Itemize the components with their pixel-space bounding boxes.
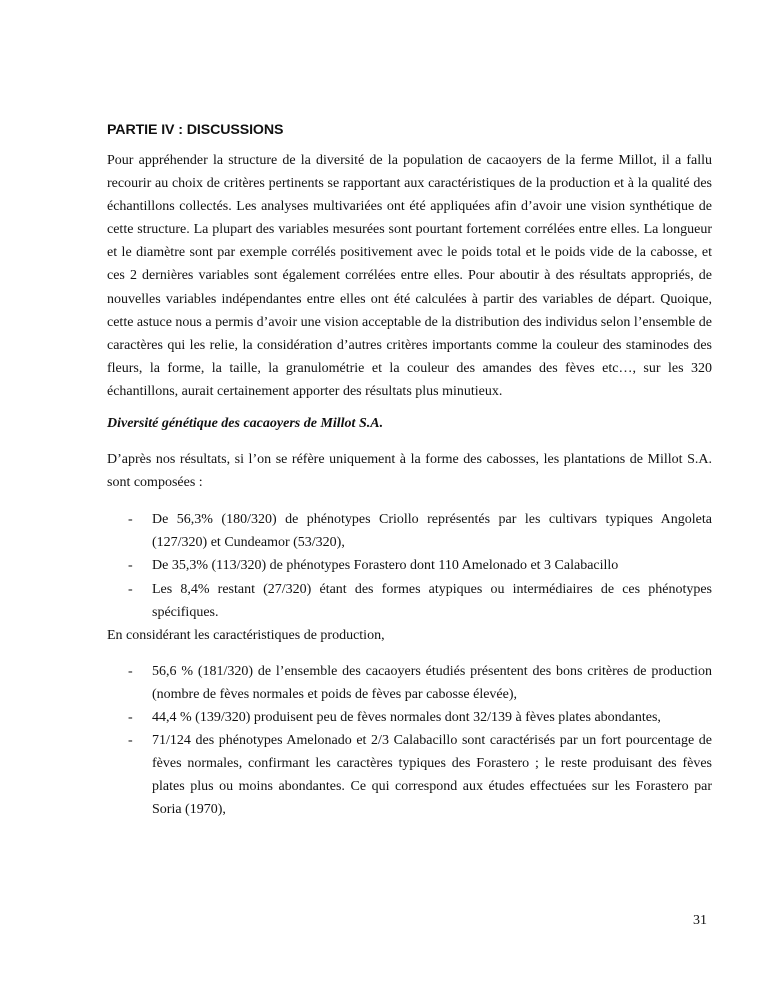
- list-item: [107, 508, 712, 554]
- intro-paragraph: Pour appréhender la structure de la diversité de la population de cacaoyers de la ferme Millot, il a fallu recourir au choix de critères pertinents se rapportant aux caractéristiques de la production et à la qualité des échantillons collectés. Les analyses multivariées ont été appliquées afin d’avoir une vision synthétique de cette structure. La plupart des variables mesurées sont pourtant fortement corrélées entre elles. La longueur et le diamètre sont par exemple corrélés positivement avec le poids total et le poids vide de la cabosse, et ces 2 dernières variables sont également corrélées entre elles. Pour aboutir à des résultats appropriés, de nouvelles variables indépendantes entre elles ont été calculées à partir des variables de départ. Quoique, cette astuce nous a permis d’avoir une vision acceptable de la distribution des individus selon l’ensemble de caractères qui les relie, la considération d’autres critères importants comme la couleur des staminodes des fleurs, la forme, la taille, la granulométrie et la couleur des amandes des fèves etc…, sur les 320 échantillons, aurait certainement apporter des résultats plus minutieux.: [107, 153, 712, 399]
- production-lead-paragraph: En considérant les caractéristiques de production,: [107, 627, 385, 643]
- composition-lead-paragraph: D’après nos résultats, si l’on se réfère uniquement à la forme des cabosses, les plantations de Millot S.A. sont composées :: [107, 452, 712, 491]
- section-heading: PARTIE IV : DISCUSSIONS: [107, 122, 284, 138]
- list-item-text: De 35,3% (113/320) de phénotypes Forastero dont 110 Amelonado et 3 Calabacillo: [152, 558, 619, 574]
- production-list: [107, 660, 712, 822]
- dash-bullet: -: [128, 581, 133, 597]
- list-item: [107, 660, 712, 706]
- subsection-title: Diversité génétique des cacaoyers de Millot S.A.: [107, 416, 384, 432]
- list-item-text: 56,6 % (181/320) de l’ensemble des cacaoyers étudiés présentent des bons critères de production (nombre de fèves normales et poids de fèves par cabosse élevée),: [152, 663, 712, 702]
- phenotype-list: [107, 508, 712, 623]
- list-item: [107, 554, 712, 577]
- list-item-text: Les 8,4% restant (27/320) étant des formes atypiques ou intermédiaires de ces phénotypes spécifiques.: [152, 581, 712, 620]
- list-item: [107, 706, 712, 729]
- list-item-text: 44,4 % (139/320) produisent peu de fèves normales dont 32/139 à fèves plates abondantes,: [152, 709, 661, 725]
- dash-bullet: -: [128, 558, 133, 574]
- dash-bullet: -: [128, 512, 133, 528]
- dash-bullet: -: [128, 663, 133, 679]
- list-item-text: De 56,3% (180/320) de phénotypes Criollo représentés par les cultivars typiques Angoleta (127/320) et Cundeamor (53/320),: [152, 512, 712, 551]
- dash-bullet: -: [128, 709, 133, 725]
- list-item: [107, 578, 712, 624]
- list-item-text: 71/124 des phénotypes Amelonado et 2/3 Calabacillo sont caractérisés par un fort pourcentage de fèves normales, confirmant les caractères typiques des Forastero ; le reste produisant des fèves plates plus ou moins abondantes. Ce qui correspond aux études effectuées sur les Forastero par Soria (1970),: [152, 733, 712, 818]
- document-page: [107, 118, 712, 821]
- dash-bullet: -: [128, 733, 133, 749]
- page-number: 31: [693, 913, 707, 928]
- list-item: [107, 729, 712, 821]
